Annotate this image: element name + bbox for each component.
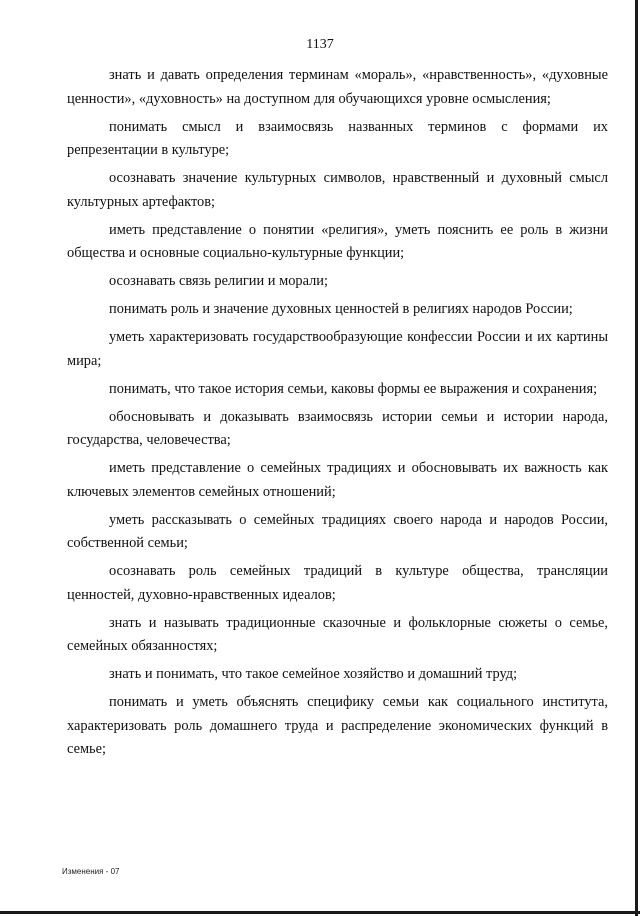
paragraph: уметь характеризовать государствообразующие конфессии России и их картины мира; [67,329,608,369]
paragraph: понимать и уметь объяснять специфику семьи как социального института, характеризовать роль домашнего труда и распределение экономических функций в семье; [67,694,608,757]
paragraph: осознавать роль семейных традиций в культуре общества, трансляции ценностей, духовно-нравственных идеалов; [67,563,608,603]
body-text [67,64,608,766]
paragraph: иметь представление о семейных традициях и обосновывать их важность как ключевых элементов семейных отношений; [67,460,608,500]
page-number: 1137 [306,37,334,52]
paragraph: осознавать связь религии и морали; [109,273,328,289]
paragraph: осознавать значение культурных символов, нравственный и духовный смысл культурных артефактов; [67,170,608,210]
paragraph: иметь представление о понятии «религия», уметь пояснить ее роль в жизни общества и основные социально-культурные функции; [67,221,608,261]
scan-edge-bottom [0,911,640,914]
paragraph: знать и давать определения терминам «мораль», «нравственность», «духовные ценности», «духовность» на доступном для обучающихся уровне осмысления; [67,67,608,107]
paragraph: понимать роль и значение духовных ценностей в религиях народов России; [109,301,573,317]
scan-edge-right [635,0,638,916]
footer-revision-note: Изменения - 07 [62,867,120,876]
paragraph: знать и называть традиционные сказочные и фольклорные сюжеты о семье, семейных обязанностях; [67,614,608,654]
paragraph: уметь рассказывать о семейных традициях своего народа и народов России, собственной семьи; [67,511,608,551]
paragraph: знать и понимать, что такое семейное хозяйство и домашний труд; [109,666,518,682]
paragraph: обосновывать и доказывать взаимосвязь истории семьи и истории народа, государства, человечества; [67,408,608,448]
paragraph: понимать смысл и взаимосвязь названных терминов с формами их репрезентации в культуре; [67,118,608,158]
paragraph: понимать, что такое история семьи, каковы формы ее выражения и сохранения; [109,380,598,397]
